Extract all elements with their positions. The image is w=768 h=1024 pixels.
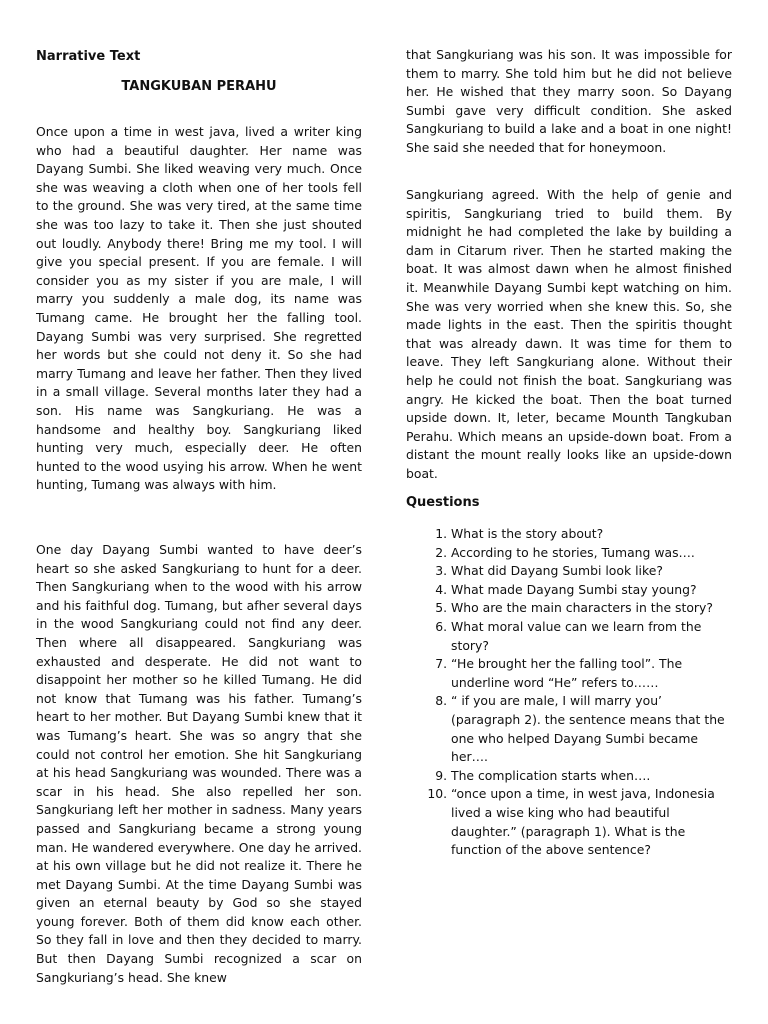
questions-list (406, 525, 732, 860)
story-paragraph-4: Sangkuriang agreed. With the help of genie and spiritis, Sangkuriang tried to build them. By midnight he had completed the lake by building a dam in Citarum river. Then he started making the boat. It was almost dawn when he almost finished it. Meanwhile Dayang Sumbi kept watching on him. She was very worried when she knew this. So, she made lights in the east. Then the spiritis thought that was already dawn. It was time for them to leave. They left Sangkuriang alone. Without their help he could not finish the boat. Sangkuriang was angry. He kicked the boat. Then the boat turned upside down. It, leter, became Mounth Tangkuban Perahu. Which means an upside-down boat. From a distant the mount really looks like an upside-down boat. (406, 187, 732, 481)
questions-heading: Questions (406, 495, 480, 510)
question-item: 6. What moral value can we learn from the story? (451, 618, 732, 655)
question-item: 7. “He brought her the falling tool”. The underline word “He” refers to…… (451, 655, 732, 692)
question-item: 8. “ if you are male, I will marry you’ (paragraph 2). the sentence means that the one who helped Dayang Sumbi became her…. (451, 692, 732, 766)
story-title: TANGKUBAN PERAHU (121, 79, 277, 94)
question-item: 10. “once upon a time, in west java, Indonesia lived a wise king who had beautiful daughter.” (paragraph 1). What is the function of the above sentence? (451, 785, 732, 859)
question-item: 2. According to he stories, Tumang was…. (451, 544, 732, 563)
story-paragraph-3: that Sangkuriang was his son. It was impossible for them to marry. She told him but he did not believe her. He wished that they marry soon. So Dayang Sumbi gave very difficult condition. She asked Sangkuriang to build a lake and a boat in one night! She said she needed that for honeymoon. (406, 47, 732, 155)
story-paragraph-2: One day Dayang Sumbi wanted to have deer’s heart so she asked Sangkuriang to hunt for a deer. Then Sangkuriang when to the wood with his arrow and his faithful dog. Tumang, but afher several days in the wood Sangkuriang could not find any deer. Then where all disappeared. Sangkuriang was exhausted and desperate. He did not want to disappoint her mother so he killed Tumang. He did not know that Tumang was his father. Tumang’s heart to her mother. But Dayang Sumbi knew that it was Tumang’s heart. She was so angry that she could not control her emotion. She hit Sangkuriang at his head Sangkuriang was wounded. There was a scar in his head. She also repelled her son. Sangkuriang left her mother in sadness. Many years passed and Sangkuriang became a strong young man. He wandered everywhere. One day he arrived. at his own village but he did not realize it. There he met Dayang Sumbi. At the time Dayang Sumbi was given an eternal beauty by God so she stayed young forever. Both of them did know each other. So they fall in love and then they decided to marry. But then Dayang Sumbi recognized a scar on Sangkuriang’s head. She knew (36, 542, 362, 985)
question-item: 1. What is the story about? (451, 525, 732, 544)
question-item: 4. What made Dayang Sumbi stay young? (451, 581, 732, 600)
question-item: 9. The complication starts when…. (451, 767, 732, 786)
document-type-label: Narrative Text (36, 49, 141, 64)
story-paragraph-1: Once upon a time in west java, lived a writer king who had a beautiful daughter. Her name was Dayang Sumbi. She liked weaving very much. Once she was weaving a cloth when one of her tools fell to the ground. She was very tired, at the same time she was too lazy to take it. Then she just shouted out loudly. Anybody there! Bring me my tool. I will give you special present. If you are female. I will consider you as my sister if you are male, I will marry you suddenly a male dog, its name was Tumang came. He brought her the falling tool. Dayang Sumbi was very surprised. She regretted her words but she could not deny it. So she had marry Tumang and leave her father. Then they lived in a small village. Several months later they had a son. His name was Sangkuriang. He was a handsome and healthy boy. Sangkuriang liked hunting very much, especially deer. He often hunted to the wood usying his arrow. When he went hunting, Tumang was always with him. (36, 124, 362, 493)
question-item: 5. Who are the main characters in the story? (451, 599, 732, 618)
question-item: 3. What did Dayang Sumbi look like? (451, 562, 732, 581)
